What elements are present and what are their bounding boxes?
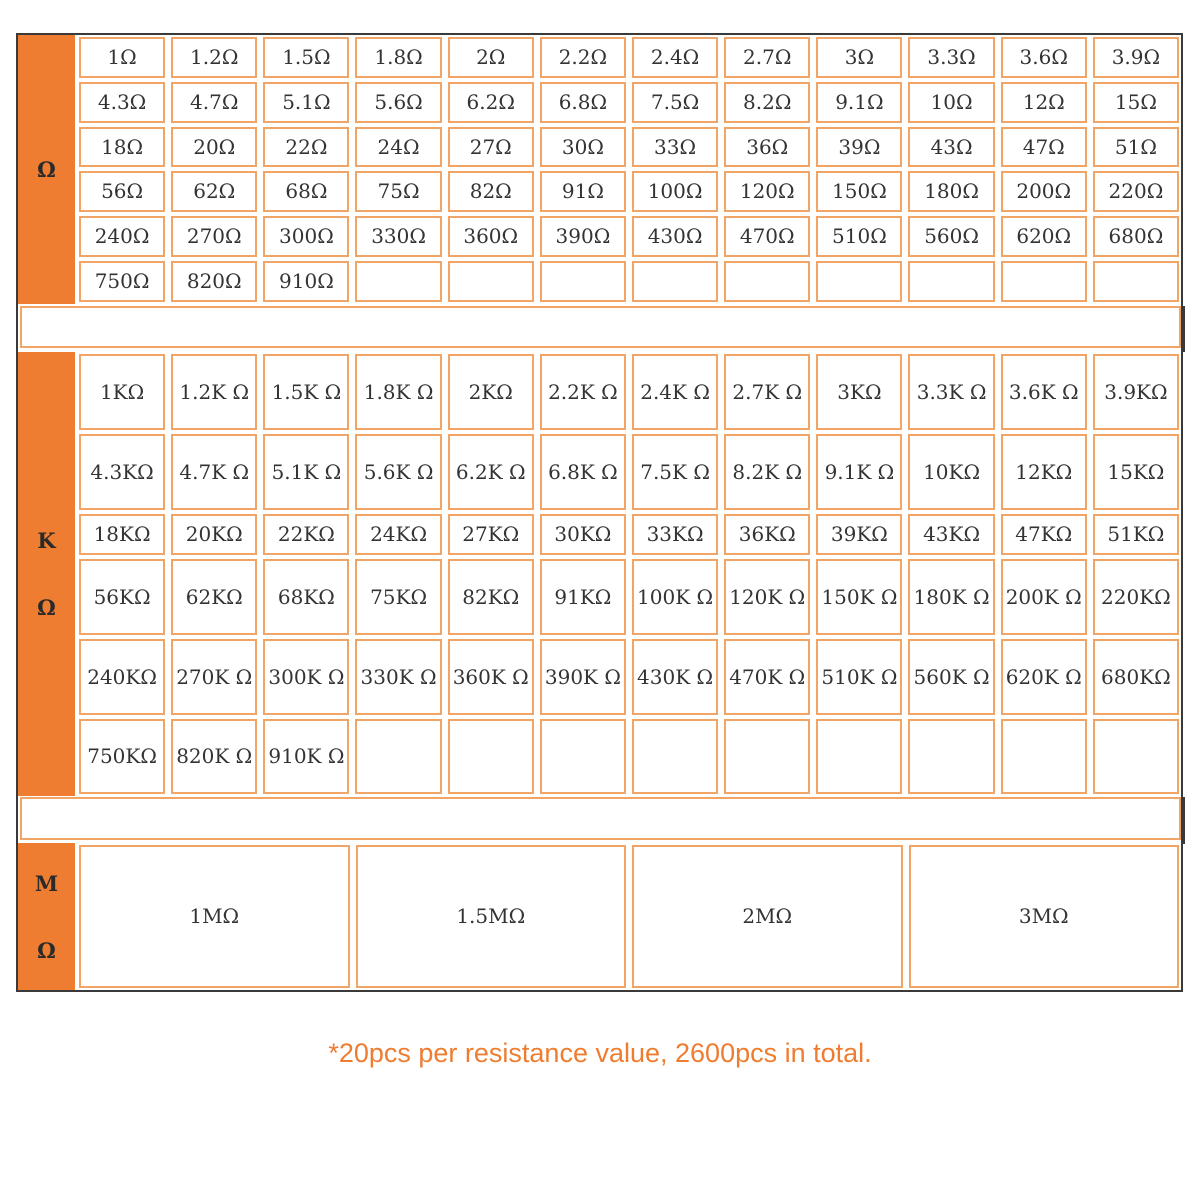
resistance-value-cell: 470K Ω: [724, 639, 810, 715]
resistance-value-cell: 120K Ω: [724, 559, 810, 635]
resistance-value-cell: 360Ω: [448, 216, 534, 257]
resistance-value-cell: [632, 719, 718, 794]
kohm-section: [18, 352, 1181, 796]
resistance-value-cell: [1001, 719, 1087, 794]
resistance-value-cell: 62Ω: [171, 171, 257, 212]
resistance-value-cell: 8.2K Ω: [724, 434, 810, 510]
resistance-value-cell: 330Ω: [355, 216, 441, 257]
resistance-value-cell: 560Ω: [908, 216, 994, 257]
resistance-value-cell: 5.6Ω: [355, 82, 441, 123]
resistance-value-cell: 4.7K Ω: [171, 434, 257, 510]
mohm-side-label-omega: Ω: [37, 937, 56, 963]
resistance-value-cell: 18Ω: [79, 127, 165, 168]
resistance-value-cell: 100K Ω: [632, 559, 718, 635]
resistance-value-cell: 3.3K Ω: [908, 354, 994, 430]
resistance-value-cell: 180K Ω: [908, 559, 994, 635]
resistance-value-cell: 33KΩ: [632, 514, 718, 555]
resistance-value-cell: 910Ω: [263, 261, 349, 302]
section-divider: [20, 797, 1181, 840]
kohm-value-grid: [75, 352, 1181, 796]
resistance-value-cell: 470Ω: [724, 216, 810, 257]
resistance-value-cell: 43Ω: [908, 127, 994, 168]
resistance-value-cell: 56Ω: [79, 171, 165, 212]
resistance-value-cell: 12Ω: [1001, 82, 1087, 123]
resistance-value-cell: 75Ω: [355, 171, 441, 212]
resistance-value-cell: 7.5Ω: [632, 82, 718, 123]
resistance-value-cell: 2Ω: [448, 37, 534, 78]
resistance-value-cell: [724, 719, 810, 794]
resistance-value-cell: 39KΩ: [816, 514, 902, 555]
resistance-value-cell: 3.6Ω: [1001, 37, 1087, 78]
ohm-section: [18, 35, 1181, 304]
resistance-value-cell: 30KΩ: [540, 514, 626, 555]
resistance-value-cell: 2.2K Ω: [540, 354, 626, 430]
resistance-value-cell: 240Ω: [79, 216, 165, 257]
resistance-value-cell: 1MΩ: [79, 845, 350, 988]
resistance-value-cell: 150Ω: [816, 171, 902, 212]
resistance-value-cell: 7.5K Ω: [632, 434, 718, 510]
resistance-value-cell: 150K Ω: [816, 559, 902, 635]
resistance-value-cell: 15KΩ: [1093, 434, 1179, 510]
resistance-value-cell: 510K Ω: [816, 639, 902, 715]
ohm-side-label: [18, 35, 75, 304]
resistance-value-cell: 24Ω: [355, 127, 441, 168]
resistance-value-cell: 2.2Ω: [540, 37, 626, 78]
resistance-value-cell: 1.8Ω: [355, 37, 441, 78]
resistance-value-cell: 20KΩ: [171, 514, 257, 555]
resistance-value-cell: 820Ω: [171, 261, 257, 302]
resistance-value-cell: 220Ω: [1093, 171, 1179, 212]
resistance-value-cell: 560K Ω: [908, 639, 994, 715]
resistance-value-cell: 9.1Ω: [816, 82, 902, 123]
resistance-value-cell: [448, 261, 534, 302]
resistance-value-cell: 5.1Ω: [263, 82, 349, 123]
resistance-value-cell: [816, 719, 902, 794]
resistance-value-cell: [816, 261, 902, 302]
resistance-value-cell: [448, 719, 534, 794]
resistance-value-cell: 750KΩ: [79, 719, 165, 794]
resistance-value-cell: 430Ω: [632, 216, 718, 257]
resistance-value-cell: 3.9KΩ: [1093, 354, 1179, 430]
resistance-value-cell: 82KΩ: [448, 559, 534, 635]
resistance-value-cell: 68Ω: [263, 171, 349, 212]
resistance-value-cell: 30Ω: [540, 127, 626, 168]
resistance-value-cell: 620K Ω: [1001, 639, 1087, 715]
resistance-value-cell: 4.7Ω: [171, 82, 257, 123]
resistance-value-cell: 39Ω: [816, 127, 902, 168]
resistance-value-cell: 22Ω: [263, 127, 349, 168]
resistance-value-cell: 750Ω: [79, 261, 165, 302]
resistance-value-cell: 56KΩ: [79, 559, 165, 635]
ohm-value-grid: [75, 35, 1181, 304]
resistance-value-cell: 20Ω: [171, 127, 257, 168]
resistance-value-cell: 6.2Ω: [448, 82, 534, 123]
resistance-value-cell: 8.2Ω: [724, 82, 810, 123]
section-divider: [20, 306, 1181, 348]
mohm-side-label-m: M: [34, 870, 59, 896]
resistance-value-cell: 2.7Ω: [724, 37, 810, 78]
resistance-value-cell: 6.8Ω: [540, 82, 626, 123]
resistance-value-cell: 240KΩ: [79, 639, 165, 715]
resistance-value-cell: 5.1K Ω: [263, 434, 349, 510]
resistance-value-cell: 910K Ω: [263, 719, 349, 794]
resistance-value-cell: 390Ω: [540, 216, 626, 257]
resistance-value-cell: 9.1K Ω: [816, 434, 902, 510]
resistance-value-cell: 43KΩ: [908, 514, 994, 555]
resistance-value-cell: 360K Ω: [448, 639, 534, 715]
resistance-value-cell: 680KΩ: [1093, 639, 1179, 715]
mohm-side-label: [18, 843, 75, 990]
resistance-value-cell: 510Ω: [816, 216, 902, 257]
resistance-value-cell: 36Ω: [724, 127, 810, 168]
resistance-value-cell: 1Ω: [79, 37, 165, 78]
resistance-value-cell: [1001, 261, 1087, 302]
resistance-value-cell: 51Ω: [1093, 127, 1179, 168]
resistance-value-cell: [1093, 261, 1179, 302]
kohm-side-label-omega: Ω: [37, 595, 56, 620]
resistance-value-cell: [908, 261, 994, 302]
resistance-value-cell: [908, 719, 994, 794]
resistance-value-cell: 4.3KΩ: [79, 434, 165, 510]
resistance-value-cell: 2MΩ: [632, 845, 903, 988]
mohm-section: [18, 843, 1181, 990]
resistance-value-cell: 27Ω: [448, 127, 534, 168]
resistance-value-cell: 3MΩ: [909, 845, 1180, 988]
resistance-value-cell: 24KΩ: [355, 514, 441, 555]
resistance-value-cell: 270Ω: [171, 216, 257, 257]
resistance-value-cell: 36KΩ: [724, 514, 810, 555]
resistance-value-cell: [355, 719, 441, 794]
resistance-value-cell: 430K Ω: [632, 639, 718, 715]
resistance-value-cell: [355, 261, 441, 302]
resistance-value-cell: 51KΩ: [1093, 514, 1179, 555]
resistance-value-cell: [540, 719, 626, 794]
resistance-value-cell: 1.2K Ω: [171, 354, 257, 430]
kohm-side-label-k: K: [37, 528, 56, 553]
resistance-value-cell: [540, 261, 626, 302]
resistance-value-cell: 200Ω: [1001, 171, 1087, 212]
resistance-value-cell: 300Ω: [263, 216, 349, 257]
resistance-value-cell: 91KΩ: [540, 559, 626, 635]
resistance-value-cell: 68KΩ: [263, 559, 349, 635]
resistance-value-cell: 620Ω: [1001, 216, 1087, 257]
resistance-value-cell: 6.2K Ω: [448, 434, 534, 510]
resistance-value-cell: 330K Ω: [355, 639, 441, 715]
resistance-value-cell: 2.7K Ω: [724, 354, 810, 430]
resistance-value-cell: 680Ω: [1093, 216, 1179, 257]
resistance-value-cell: 1.5MΩ: [356, 845, 627, 988]
resistance-value-cell: 3KΩ: [816, 354, 902, 430]
resistance-value-cell: 27KΩ: [448, 514, 534, 555]
resistance-value-cell: 75KΩ: [355, 559, 441, 635]
resistance-value-cell: 180Ω: [908, 171, 994, 212]
resistance-value-cell: 10KΩ: [908, 434, 994, 510]
resistance-value-cell: 62KΩ: [171, 559, 257, 635]
resistance-value-cell: 3.9Ω: [1093, 37, 1179, 78]
resistance-value-cell: 12KΩ: [1001, 434, 1087, 510]
resistance-value-cell: 3.6K Ω: [1001, 354, 1087, 430]
resistance-value-cell: 6.8K Ω: [540, 434, 626, 510]
resistance-value-cell: 820K Ω: [171, 719, 257, 794]
resistance-value-cell: 10Ω: [908, 82, 994, 123]
resistance-value-cell: [1093, 719, 1179, 794]
resistance-value-cell: 1.5Ω: [263, 37, 349, 78]
resistance-value-cell: 91Ω: [540, 171, 626, 212]
resistance-value-cell: [724, 261, 810, 302]
resistor-value-table: [16, 33, 1183, 992]
resistance-value-cell: 47KΩ: [1001, 514, 1087, 555]
footnote: *20pcs per resistance value, 2600pcs in total.: [328, 1038, 872, 1068]
resistance-value-cell: 390K Ω: [540, 639, 626, 715]
resistance-value-cell: 4.3Ω: [79, 82, 165, 123]
resistance-value-cell: 15Ω: [1093, 82, 1179, 123]
resistance-value-cell: 18KΩ: [79, 514, 165, 555]
resistance-value-cell: 47Ω: [1001, 127, 1087, 168]
resistance-value-cell: 82Ω: [448, 171, 534, 212]
resistance-value-cell: 2KΩ: [448, 354, 534, 430]
resistance-value-cell: 5.6K Ω: [355, 434, 441, 510]
resistance-value-cell: 1.5K Ω: [263, 354, 349, 430]
mohm-value-grid: [75, 843, 1181, 990]
resistance-value-cell: 120Ω: [724, 171, 810, 212]
resistance-value-cell: 200K Ω: [1001, 559, 1087, 635]
resistance-value-cell: 22KΩ: [263, 514, 349, 555]
resistance-value-cell: 33Ω: [632, 127, 718, 168]
resistance-value-cell: 1KΩ: [79, 354, 165, 430]
resistance-value-cell: 3.3Ω: [908, 37, 994, 78]
resistance-value-cell: 270K Ω: [171, 639, 257, 715]
ohm-side-label-text: Ω: [37, 157, 56, 182]
kohm-side-label: [18, 352, 75, 796]
resistance-value-cell: [632, 261, 718, 302]
resistance-value-cell: 1.8K Ω: [355, 354, 441, 430]
resistance-value-cell: 100Ω: [632, 171, 718, 212]
resistance-value-cell: 2.4K Ω: [632, 354, 718, 430]
resistance-value-cell: 1.2Ω: [171, 37, 257, 78]
resistance-value-cell: 220KΩ: [1093, 559, 1179, 635]
resistance-value-cell: 3Ω: [816, 37, 902, 78]
resistance-value-cell: 2.4Ω: [632, 37, 718, 78]
resistance-value-cell: 300K Ω: [263, 639, 349, 715]
